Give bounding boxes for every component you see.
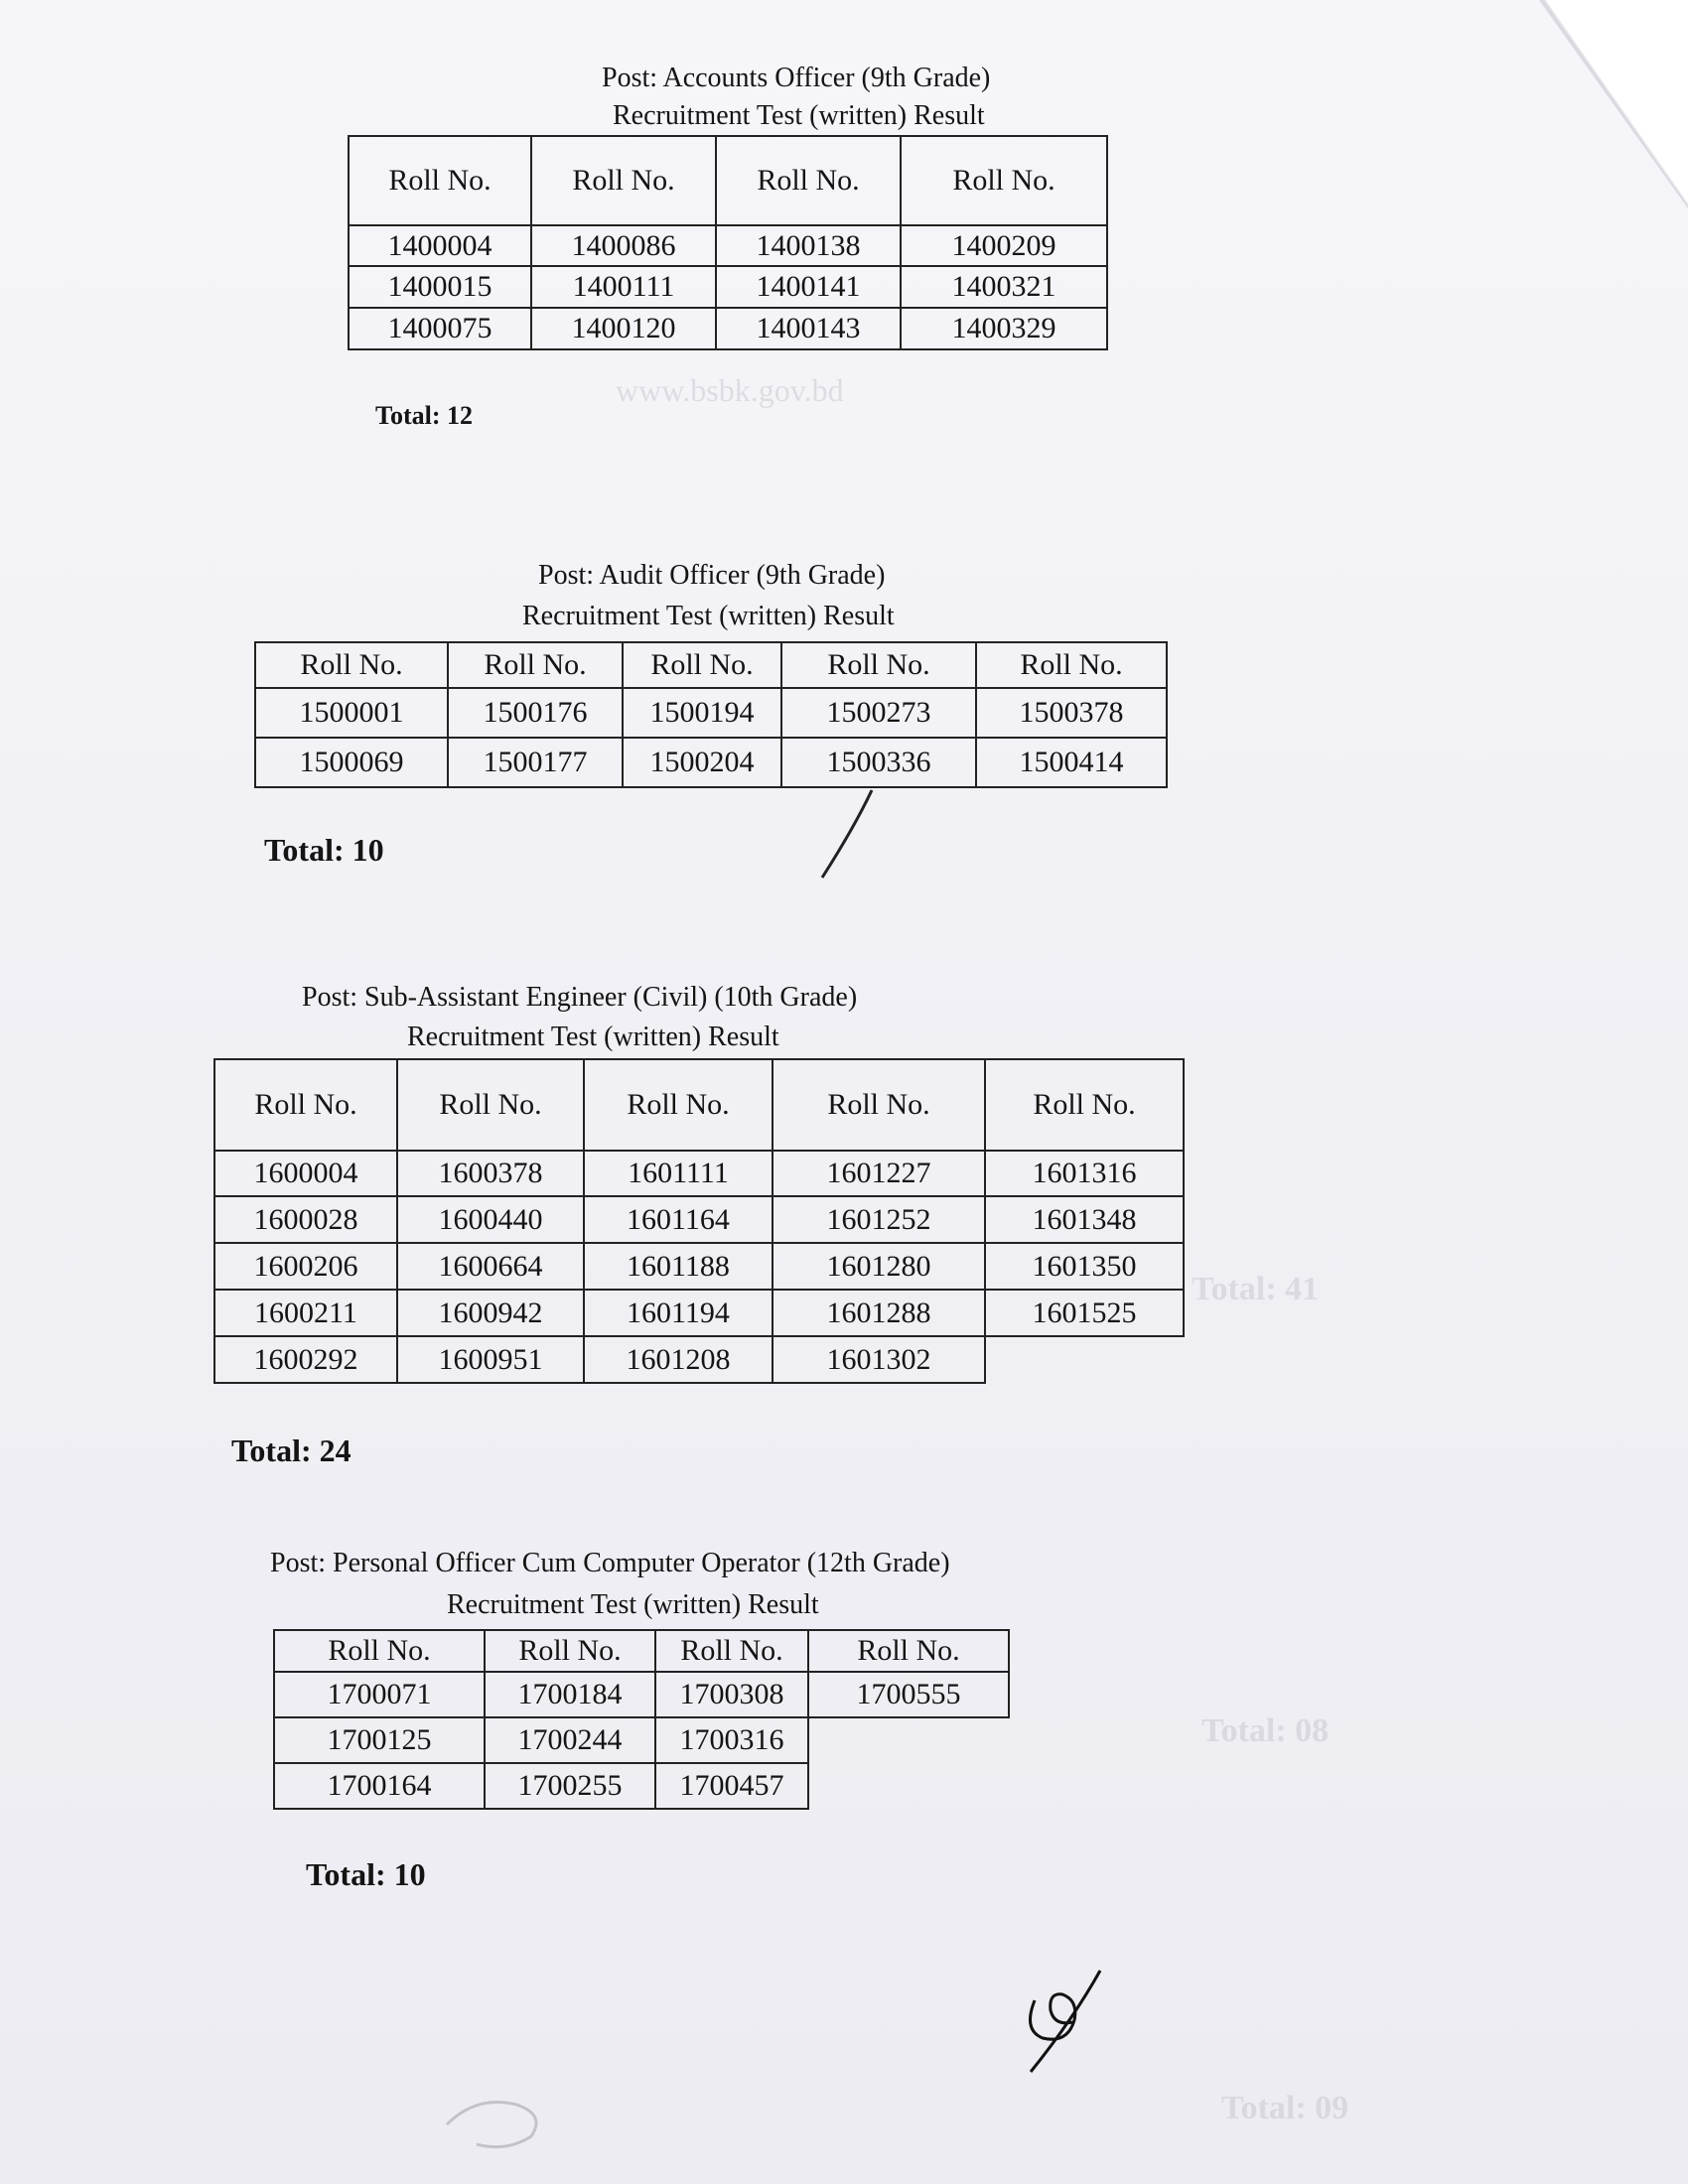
post-title-audit-officer: Post: Audit Officer (9th Grade): [538, 560, 886, 591]
roll-number: 1500378: [976, 688, 1167, 738]
column-header: Roll No.: [773, 1059, 985, 1151]
roll-number: 1601348: [985, 1196, 1184, 1243]
post-title-accounts-officer: Post: Accounts Officer (9th Grade): [602, 63, 991, 93]
roll-number: 1400004: [349, 225, 531, 266]
column-header: Roll No.: [655, 1630, 808, 1672]
table-row: [274, 1763, 1009, 1809]
table-row: [214, 1336, 1184, 1383]
roll-number: 1600664: [397, 1243, 584, 1290]
column-header: Roll No.: [448, 642, 623, 688]
roll-number: 1500414: [976, 738, 1167, 787]
roll-number: 1400120: [531, 308, 716, 349]
roll-number: 1400143: [716, 308, 901, 349]
roll-number: 1600211: [214, 1290, 397, 1336]
roll-number: 1700184: [485, 1672, 655, 1717]
roll-number: 1600206: [214, 1243, 397, 1290]
roll-number: 1601350: [985, 1243, 1184, 1290]
column-header: Roll No.: [214, 1059, 397, 1151]
roll-number: 1601252: [773, 1196, 985, 1243]
roll-number: 1500001: [255, 688, 448, 738]
column-header: Roll No.: [716, 136, 901, 225]
subtitle-audit-officer: Recruitment Test (written) Result: [522, 601, 895, 631]
subtitle-accounts-officer: Recruitment Test (written) Result: [613, 100, 985, 131]
roll-number: 1500069: [255, 738, 448, 787]
bleed-total-3: Total: 09: [1221, 2090, 1349, 2126]
roll-number: 1700071: [274, 1672, 485, 1717]
roll-number: 1601188: [584, 1243, 773, 1290]
roll-number: 1700255: [485, 1763, 655, 1809]
table-row: [349, 266, 1107, 308]
roll-number: 1601194: [584, 1290, 773, 1336]
column-header: Roll No.: [485, 1630, 655, 1672]
roll-number: 1600292: [214, 1336, 397, 1383]
column-header: Roll No.: [808, 1630, 1009, 1672]
roll-number: 1700316: [655, 1717, 808, 1763]
roll-number: 1400321: [901, 266, 1107, 308]
column-header: Roll No.: [349, 136, 531, 225]
roll-number: 1500194: [623, 688, 781, 738]
roll-number: 1600378: [397, 1151, 584, 1196]
roll-table-personal-officer: [273, 1629, 1010, 1810]
tick-mark-icon: [814, 784, 884, 884]
table-row: [214, 1151, 1184, 1196]
roll-number: 1600951: [397, 1336, 584, 1383]
roll-number: 1600440: [397, 1196, 584, 1243]
roll-number: 1601525: [985, 1290, 1184, 1336]
roll-number: 1400075: [349, 308, 531, 349]
roll-number: 1400015: [349, 266, 531, 308]
post-title-sub-assistant-engineer: Post: Sub-Assistant Engineer (Civil) (10th Grade): [302, 982, 858, 1013]
roll-number: 1400138: [716, 225, 901, 266]
roll-number: 1601288: [773, 1290, 985, 1336]
roll-number: 1400209: [901, 225, 1107, 266]
column-header: Roll No.: [985, 1059, 1184, 1151]
table-row: [214, 1290, 1184, 1336]
bleed-website: www.bsbk.gov.bd: [616, 372, 844, 408]
roll-number: 1600028: [214, 1196, 397, 1243]
subtitle-sub-assistant-engineer: Recruitment Test (written) Result: [407, 1022, 779, 1052]
column-header: Roll No.: [901, 136, 1107, 225]
roll-number: 1700164: [274, 1763, 485, 1809]
column-header: Roll No.: [781, 642, 976, 688]
table-row: [214, 1196, 1184, 1243]
roll-number: 1500176: [448, 688, 623, 738]
table-row: [349, 308, 1107, 349]
column-header: Roll No.: [255, 642, 448, 688]
bleed-total-2: Total: 08: [1201, 1712, 1330, 1749]
roll-number: 1601316: [985, 1151, 1184, 1196]
roll-number: 1601208: [584, 1336, 773, 1383]
bleed-total-1: Total: 41: [1192, 1271, 1320, 1307]
handwritten-initial-icon: [1013, 1961, 1132, 2080]
roll-number: 1700125: [274, 1717, 485, 1763]
roll-number: 1400329: [901, 308, 1107, 349]
empty-cell: [808, 1763, 1009, 1809]
total-personal-officer: Total: 10: [306, 1856, 426, 1892]
roll-number: 1601227: [773, 1151, 985, 1196]
roll-number: 1700244: [485, 1717, 655, 1763]
roll-number: 1400141: [716, 266, 901, 308]
roll-number: 1400111: [531, 266, 716, 308]
column-header: Roll No.: [531, 136, 716, 225]
table-row: [255, 738, 1167, 787]
roll-number: 1601302: [773, 1336, 985, 1383]
column-header: Roll No.: [397, 1059, 584, 1151]
subtitle-personal-officer: Recruitment Test (written) Result: [447, 1589, 819, 1620]
column-header: Roll No.: [584, 1059, 773, 1151]
table-row: [214, 1243, 1184, 1290]
roll-number: 1601164: [584, 1196, 773, 1243]
roll-number: 1500273: [781, 688, 976, 738]
table-row: [255, 688, 1167, 738]
roll-number: 1700555: [808, 1672, 1009, 1717]
total-audit-officer: Total: 10: [264, 832, 384, 868]
total-sub-assistant-engineer: Total: 24: [231, 1433, 352, 1468]
post-title-personal-officer: Post: Personal Officer Cum Computer Operator (12th Grade): [270, 1548, 950, 1578]
roll-number: 1601111: [584, 1151, 773, 1196]
column-header: Roll No.: [976, 642, 1167, 688]
roll-number: 1600942: [397, 1290, 584, 1336]
roll-number: 1500177: [448, 738, 623, 787]
table-row: [274, 1672, 1009, 1717]
faint-stamp-icon: [437, 2075, 556, 2154]
roll-table-audit-officer: [254, 641, 1168, 788]
roll-number: 1601280: [773, 1243, 985, 1290]
roll-number: 1700308: [655, 1672, 808, 1717]
table-row: [349, 225, 1107, 266]
empty-cell: [808, 1717, 1009, 1763]
table-row: [274, 1717, 1009, 1763]
column-header: Roll No.: [623, 642, 781, 688]
roll-number: 1500336: [781, 738, 976, 787]
roll-number: 1500204: [623, 738, 781, 787]
roll-table-accounts-officer: [348, 135, 1108, 350]
empty-cell: [985, 1336, 1184, 1383]
roll-table-sub-assistant-engineer: [213, 1058, 1185, 1384]
folded-corner-highlight: [1539, 0, 1688, 208]
total-accounts-officer: Total: 12: [375, 401, 473, 430]
column-header: Roll No.: [274, 1630, 485, 1672]
roll-number: 1600004: [214, 1151, 397, 1196]
roll-number: 1400086: [531, 225, 716, 266]
roll-number: 1700457: [655, 1763, 808, 1809]
